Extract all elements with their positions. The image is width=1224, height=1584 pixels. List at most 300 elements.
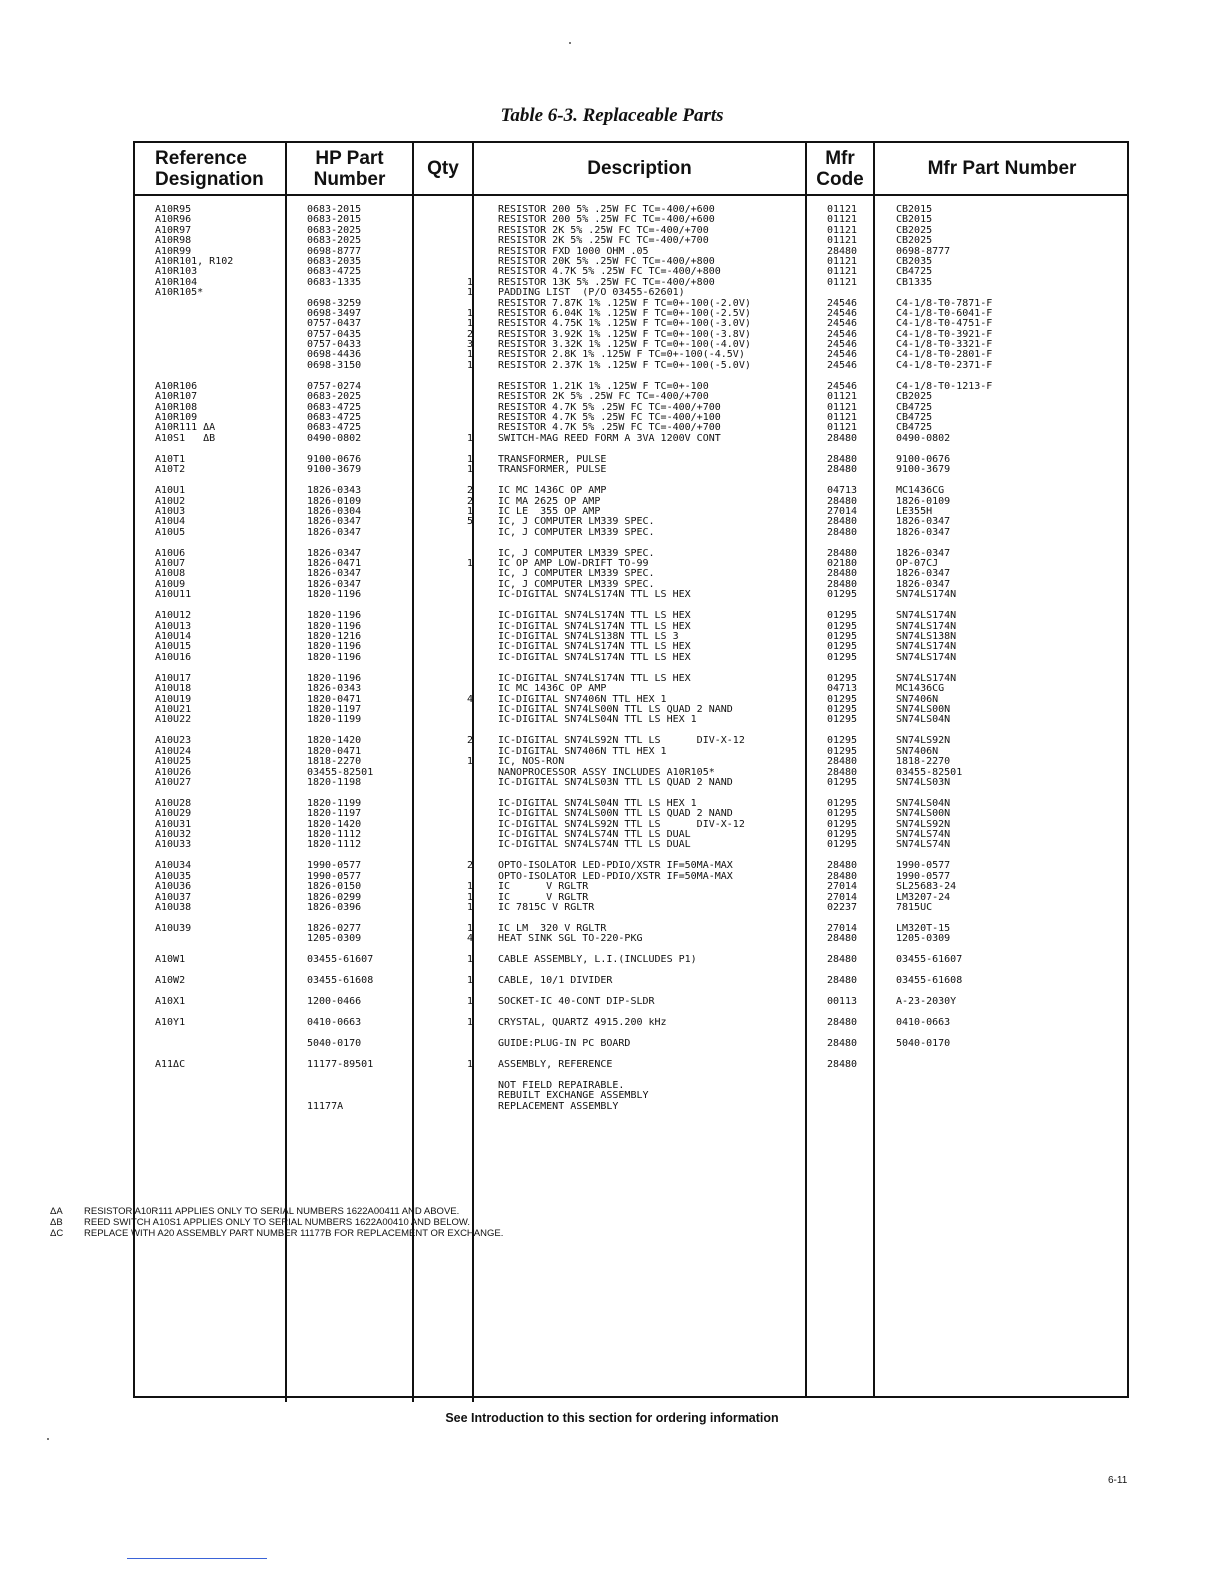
cell-mfr-code: 28480 [826, 767, 858, 778]
cell-ref-designation: A10U25 [155, 757, 192, 768]
cell-hp-part-number: 0683-2015 [307, 215, 362, 226]
cell-hp-part-number: 0683-4725 [307, 423, 362, 434]
header-qty: Qty [427, 158, 459, 179]
cell-hp-part-number: 0683-2025 [307, 392, 362, 403]
cell-mfr-code: 28480 [826, 955, 858, 966]
cell-ref-designation: A10U13 [155, 621, 192, 632]
cell-description: PADDING LIST (P/O 03455-62601) [498, 288, 685, 299]
cell-qty: 1 [466, 1018, 473, 1029]
cell-mfr-code: 01295 [826, 694, 858, 705]
cell-hp-part-number: 1826-0343 [307, 684, 362, 695]
table-row [135, 976, 1127, 986]
cell-hp-part-number: 1826-0471 [307, 559, 362, 570]
cell-mfr-part-number: SN74LS03N [896, 777, 951, 788]
cell-ref-designation: A10U12 [155, 611, 192, 622]
cell-description: RESISTOR 1.21K 1% .125W F TC=0+-100 [498, 381, 709, 392]
table-row [135, 434, 1127, 444]
cell-ref-designation: A10R98 [155, 236, 192, 247]
cell-hp-part-number: 1820-1196 [307, 621, 362, 632]
table-row [135, 1018, 1127, 1028]
cell-mfr-code: 01121 [826, 225, 858, 236]
cell-mfr-part-number: 03455-61607 [896, 955, 963, 966]
cell-mfr-part-number: LM3207-24 [896, 892, 951, 903]
table-row [135, 799, 1127, 809]
table-row [135, 403, 1127, 413]
table-row [135, 1071, 1127, 1081]
cell-description: IC, NOS-RON [498, 757, 565, 768]
cell-hp-part-number: 1200-0466 [307, 997, 362, 1008]
table-row [135, 330, 1127, 340]
cell-ref-designation: A10X1 [155, 997, 186, 1008]
cell-hp-part-number: 0683-4725 [307, 402, 362, 413]
cell-mfr-part-number: SN7406N [896, 694, 939, 705]
cell-hp-part-number: 1826-0299 [307, 892, 362, 903]
cell-ref-designation: A10U28 [155, 798, 192, 809]
cell-mfr-code: 01295 [826, 809, 858, 820]
cell-mfr-code: 28480 [826, 934, 858, 945]
cell-mfr-part-number: MC1436CG [896, 486, 945, 497]
table-row [135, 247, 1127, 257]
cell-qty: 1 [466, 288, 473, 299]
cell-mfr-part-number: CB1335 [896, 277, 933, 288]
cell-description: IC-DIGITAL SN7406N TTL HEX 1 [498, 694, 667, 705]
cell-mfr-part-number: C4-1/8-T0-4751-F [896, 319, 993, 330]
cell-mfr-code: 24546 [826, 381, 858, 392]
cell-hp-part-number: 1820-1196 [307, 590, 362, 601]
cell-ref-designation: A10U23 [155, 736, 192, 747]
cell-description: RESISTOR 2.37K 1% .125W F TC=0+-100(-5.0V) [498, 360, 751, 371]
row-group [135, 799, 1127, 851]
cell-qty: 1 [466, 882, 473, 893]
cell-mfr-part-number: 0410-0663 [896, 1018, 951, 1029]
cell-mfr-part-number: SN7406N [896, 746, 939, 757]
cell-qty: 1 [466, 433, 473, 444]
cell-hp-part-number: 1826-0347 [307, 569, 362, 580]
scan-speck [47, 1438, 49, 1440]
table-row [135, 350, 1127, 360]
cell-description: GUIDE:PLUG-IN PC BOARD [498, 1039, 631, 1050]
cell-mfr-part-number: SN74LS174N [896, 611, 957, 622]
cell-description: IC-DIGITAL SN74LS92N TTL LS DIV-X-12 [498, 819, 745, 830]
table-row [135, 736, 1127, 746]
cell-mfr-code: 27014 [826, 892, 858, 903]
cell-ref-designation: A10U31 [155, 819, 192, 830]
cell-description: RESISTOR 2.8K 1% .125W F TC=0+-100(-4.5V) [498, 350, 745, 361]
cell-mfr-part-number: SN74LS00N [896, 704, 951, 715]
cell-description: IC-DIGITAL SN74LS74N TTL LS DUAL [498, 830, 691, 841]
cell-mfr-code: 01295 [826, 746, 858, 757]
table-row [135, 997, 1127, 1007]
cell-description: IC-DIGITAL SN74LS174N TTL LS HEX [498, 642, 691, 653]
cell-mfr-code: 01295 [826, 621, 858, 632]
cell-ref-designation: A10U34 [155, 861, 192, 872]
table-row [135, 903, 1127, 913]
table-row [135, 1102, 1127, 1112]
cell-qty: 1 [466, 955, 473, 966]
table-row [135, 830, 1127, 840]
table-row [135, 580, 1127, 590]
table-row [135, 569, 1127, 579]
cell-hp-part-number: 1820-1420 [307, 819, 362, 830]
cell-ref-designation: A10R101, R102 [155, 256, 234, 267]
cell-description: IC-DIGITAL SN7406N TTL HEX 1 [498, 746, 667, 757]
cell-mfr-code: 28480 [826, 454, 858, 465]
row-group [135, 997, 1127, 1007]
cell-ref-designation: A10R108 [155, 402, 198, 413]
cell-qty: 1 [466, 1060, 473, 1071]
cell-hp-part-number: 1820-1420 [307, 736, 362, 747]
table-row [135, 924, 1127, 934]
cell-description: IC-DIGITAL SN74LS04N TTL LS HEX 1 [498, 715, 697, 726]
row-group [135, 1060, 1127, 1112]
cell-mfr-part-number: C4-1/8-T0-2801-F [896, 350, 993, 361]
cell-mfr-code: 28480 [826, 976, 858, 987]
cell-description: IC, J COMPUTER LM339 SPEC. [498, 517, 655, 528]
table-row [135, 872, 1127, 882]
table-row [135, 507, 1127, 517]
cell-mfr-code: 01121 [826, 277, 858, 288]
row-group [135, 205, 1127, 371]
cell-ref-designation: A11ΔC [155, 1060, 186, 1071]
cell-mfr-part-number: SN74LS138N [896, 632, 957, 643]
table-row [135, 747, 1127, 757]
cell-ref-designation: A10T2 [155, 465, 186, 476]
cell-qty: 1 [466, 976, 473, 987]
cell-mfr-part-number: CB4725 [896, 423, 933, 434]
cell-ref-designation: A10U18 [155, 684, 192, 695]
cell-ref-designation: A10U32 [155, 830, 192, 841]
cell-mfr-code: 27014 [826, 882, 858, 893]
cell-mfr-code: 01295 [826, 819, 858, 830]
cell-mfr-part-number: SN74LS174N [896, 652, 957, 663]
cell-description: HEAT SINK SGL TO-220-PKG [498, 934, 643, 945]
table-row [135, 392, 1127, 402]
cell-mfr-code: 01295 [826, 830, 858, 841]
cell-mfr-part-number: SN74LS92N [896, 736, 951, 747]
cell-hp-part-number: 1820-1197 [307, 704, 362, 715]
cell-description: NANOPROCESSOR ASSY INCLUDES A10R105* [498, 767, 715, 778]
table-row [135, 497, 1127, 507]
cell-mfr-code: 02237 [826, 903, 858, 913]
cell-ref-designation: A10Y1 [155, 1018, 186, 1029]
cell-hp-part-number: 1820-1196 [307, 611, 362, 622]
cell-hp-part-number: 03455-61608 [307, 976, 374, 987]
cell-mfr-code: 04713 [826, 486, 858, 497]
cell-ref-designation: A10U38 [155, 903, 192, 913]
table-body [135, 205, 1127, 1123]
cell-description: IC MC 1436C OP AMP [498, 486, 607, 497]
table-row [135, 361, 1127, 371]
cell-hp-part-number: 1820-1198 [307, 777, 362, 788]
cell-hp-part-number: 1826-0347 [307, 579, 362, 590]
cell-qty: 1 [466, 559, 473, 570]
header-description: Description [587, 158, 692, 179]
cell-hp-part-number: 1820-1112 [307, 830, 362, 841]
cell-mfr-code: 02180 [826, 559, 858, 570]
cell-mfr-part-number: SN74LS174N [896, 673, 957, 684]
row-group [135, 382, 1127, 444]
cell-mfr-part-number: 7815UC [896, 903, 933, 913]
cell-ref-designation: A10U7 [155, 559, 186, 570]
cell-mfr-code: 28480 [826, 1039, 858, 1050]
table-row [135, 517, 1127, 527]
cell-mfr-code: 24546 [826, 340, 858, 351]
cell-ref-designation: A10U1 [155, 486, 186, 497]
cell-mfr-part-number: 9100-0676 [896, 454, 951, 465]
cell-mfr-code: 24546 [826, 329, 858, 340]
cell-mfr-part-number: CB2015 [896, 215, 933, 226]
cell-mfr-code: 28480 [826, 517, 858, 528]
footnote-mark: ΔC [50, 1228, 64, 1239]
cell-hp-part-number: 0757-0433 [307, 340, 362, 351]
cell-hp-part-number: 0698-8777 [307, 246, 362, 257]
cell-qty: 4 [466, 934, 473, 945]
cell-description: RESISTOR 4.7K 5% .25W FC TC=-400/+800 [498, 267, 721, 278]
cell-mfr-part-number: SN74LS74N [896, 840, 951, 851]
cell-description: IC MA 2625 OP AMP [498, 496, 601, 507]
cell-description: RESISTOR 3.32K 1% .125W F TC=0+-100(-4.0V) [498, 340, 751, 351]
cell-qty: 1 [466, 923, 473, 934]
cell-mfr-part-number: 03455-82501 [896, 767, 963, 778]
cell-mfr-code: 01295 [826, 840, 858, 851]
cell-qty: 2 [466, 329, 473, 340]
cell-mfr-part-number: CB2025 [896, 236, 933, 247]
cell-mfr-code: 01121 [826, 236, 858, 247]
table-row [135, 611, 1127, 621]
header-mfr-part-number: Mfr Part Number [927, 158, 1077, 179]
footnote [50, 1217, 503, 1228]
table-row [135, 893, 1127, 903]
table-row [135, 486, 1127, 496]
cell-mfr-code: 04713 [826, 684, 858, 695]
table-row [135, 549, 1127, 559]
table-row [135, 684, 1127, 694]
cell-mfr-part-number: C4-1/8-T0-2371-F [896, 360, 993, 371]
cell-description: RESISTOR 200 5% .25W FC TC=-400/+600 [498, 215, 715, 226]
table-row [135, 642, 1127, 652]
cell-description: CABLE ASSEMBLY, L.I.(INCLUDES P1) [498, 955, 697, 966]
cell-mfr-part-number: 1826-0347 [896, 569, 951, 580]
table-row [135, 674, 1127, 684]
cell-mfr-part-number: 1826-0109 [896, 496, 951, 507]
cell-hp-part-number: 1820-1196 [307, 652, 362, 663]
table-row [135, 955, 1127, 965]
cell-hp-part-number: 1818-2270 [307, 757, 362, 768]
cell-mfr-part-number: CB4725 [896, 402, 933, 413]
cell-description: TRANSFORMER, PULSE [498, 465, 607, 476]
cell-qty: 5 [466, 517, 473, 528]
cell-mfr-part-number: CB2035 [896, 256, 933, 267]
cell-qty: 1 [466, 506, 473, 517]
cell-ref-designation: A10U4 [155, 517, 186, 528]
cell-mfr-part-number: 0490-0802 [896, 433, 951, 444]
cell-mfr-code: 01121 [826, 215, 858, 226]
table-row [135, 934, 1127, 944]
table-row [135, 465, 1127, 475]
cell-description: IC, J COMPUTER LM339 SPEC. [498, 548, 655, 559]
cell-ref-designation: A10W1 [155, 955, 186, 966]
cell-mfr-code: 28480 [826, 246, 858, 257]
cell-mfr-code: 01121 [826, 423, 858, 434]
cell-hp-part-number: 0698-4436 [307, 350, 362, 361]
cell-ref-designation: A10U24 [155, 746, 192, 757]
cell-ref-designation: A10U19 [155, 694, 192, 705]
cell-ref-designation: A10R105* [155, 288, 204, 299]
cell-description: RESISTOR 4.7K 5% .25W FC TC=-400/+700 [498, 423, 721, 434]
cell-mfr-part-number: SN74LS174N [896, 642, 957, 653]
cell-ref-designation: A10U29 [155, 809, 192, 820]
cell-mfr-code: 01295 [826, 611, 858, 622]
cell-hp-part-number: 1820-1112 [307, 840, 362, 851]
cell-hp-part-number: 0683-2015 [307, 205, 362, 215]
cell-hp-part-number: 1820-1199 [307, 798, 362, 809]
row-group [135, 674, 1127, 726]
row-group [135, 861, 1127, 913]
table-row [135, 1091, 1127, 1101]
cell-hp-part-number: 0683-2035 [307, 256, 362, 267]
cell-hp-part-number: 1820-0471 [307, 694, 362, 705]
table-row [135, 226, 1127, 236]
table-row [135, 236, 1127, 246]
cell-hp-part-number: 0757-0437 [307, 319, 362, 330]
cell-description: RESISTOR 4.7K 5% .25W FC TC=-400/+700 [498, 402, 721, 413]
table-row [135, 299, 1127, 309]
cell-description: IC V RGLTR [498, 882, 589, 893]
cell-hp-part-number: 1826-0343 [307, 486, 362, 497]
cell-mfr-code: 28480 [826, 433, 858, 444]
row-group [135, 1018, 1127, 1028]
cell-hp-part-number: 03455-82501 [307, 767, 374, 778]
cell-qty: 2 [466, 496, 473, 507]
cell-mfr-part-number: 1826-0347 [896, 579, 951, 590]
cell-qty: 1 [466, 892, 473, 903]
row-group [135, 486, 1127, 538]
cell-hp-part-number: 1990-0577 [307, 871, 362, 882]
table-row [135, 278, 1127, 288]
cell-qty: 2 [466, 861, 473, 872]
cell-description: RESISTOR 7.87K 1% .125W F TC=0+-100(-2.0V) [498, 298, 751, 309]
cell-ref-designation: A10R104 [155, 277, 198, 288]
cell-description: IC OP AMP LOW-DRIFT TO-99 [498, 559, 649, 570]
cell-mfr-part-number: 1826-0347 [896, 527, 951, 538]
table-row [135, 267, 1127, 277]
cell-mfr-code: 24546 [826, 350, 858, 361]
cell-ref-designation: A10W2 [155, 976, 186, 987]
cell-mfr-code: 27014 [826, 506, 858, 517]
cell-mfr-code: 27014 [826, 923, 858, 934]
cell-ref-designation: A10U5 [155, 527, 186, 538]
cell-mfr-part-number: C4-1/8-T0-7871-F [896, 298, 993, 309]
cell-description: IC MC 1436C OP AMP [498, 684, 607, 695]
cell-hp-part-number: 11177-89501 [307, 1060, 374, 1071]
cell-hp-part-number: 9100-0676 [307, 454, 362, 465]
cell-hp-part-number: 0683-4725 [307, 413, 362, 424]
cell-mfr-code: 28480 [826, 527, 858, 538]
cell-mfr-part-number: LE355H [896, 506, 933, 517]
cell-mfr-code: 01295 [826, 704, 858, 715]
cell-hp-part-number: 1820-0471 [307, 746, 362, 757]
cell-description: IC-DIGITAL SN74LS174N TTL LS HEX [498, 652, 691, 663]
cell-mfr-part-number: SN74LS174N [896, 590, 957, 601]
cell-hp-part-number: 0757-0435 [307, 329, 362, 340]
cell-description: IC-DIGITAL SN74LS00N TTL LS QUAD 2 NAND [498, 809, 733, 820]
table-row [135, 309, 1127, 319]
cell-qty: 1 [466, 997, 473, 1008]
page-number: 6-11 [1108, 1475, 1128, 1486]
cell-mfr-part-number: CB4725 [896, 413, 933, 424]
table-row [135, 632, 1127, 642]
cell-mfr-part-number: C4-1/8-T0-3921-F [896, 329, 993, 340]
table-title: Table 6-3. Replaceable Parts [500, 105, 724, 126]
cell-ref-designation: A10U36 [155, 882, 192, 893]
cell-ref-designation: A10S1 ΔB [155, 433, 216, 444]
cell-description: IC-DIGITAL SN74LS74N TTL LS DUAL [498, 840, 691, 851]
table-row [135, 319, 1127, 329]
cell-hp-part-number: 1826-0347 [307, 527, 362, 538]
row-group [135, 736, 1127, 788]
cell-qty: 4 [466, 694, 473, 705]
cell-description: IC, J COMPUTER LM339 SPEC. [498, 579, 655, 590]
cell-description: ASSEMBLY, REFERENCE [498, 1060, 613, 1071]
footnote-mark: ΔA [50, 1206, 63, 1217]
cell-description: IC-DIGITAL SN74LS174N TTL LS HEX [498, 590, 691, 601]
cell-description: REPLACEMENT ASSEMBLY [498, 1101, 619, 1112]
cell-hp-part-number: 11177A [307, 1101, 344, 1112]
table-row [135, 715, 1127, 725]
bottom-rule [127, 1558, 267, 1559]
cell-description: REBUILT EXCHANGE ASSEMBLY [498, 1091, 649, 1102]
cell-mfr-code: 01121 [826, 392, 858, 403]
cell-mfr-code: 01121 [826, 205, 858, 215]
cell-mfr-code: 28480 [826, 569, 858, 580]
cell-description: RESISTOR 2K 5% .25W FC TC=-400/+700 [498, 225, 709, 236]
table-row [135, 455, 1127, 465]
table-row [135, 622, 1127, 632]
footnote-text: REPLACE WITH A20 ASSEMBLY PART NUMBER 11177B FOR REPLACEMENT OR EXCHANGE. [84, 1228, 504, 1239]
cell-ref-designation: A10U37 [155, 892, 192, 903]
cell-mfr-code: 01295 [826, 652, 858, 663]
cell-hp-part-number: 03455-61607 [307, 955, 374, 966]
cell-mfr-part-number: SL25683-24 [896, 882, 957, 893]
cell-hp-part-number: 0683-2025 [307, 236, 362, 247]
cell-mfr-part-number: LM320T-15 [896, 923, 951, 934]
cell-qty: 2 [466, 736, 473, 747]
table-row [135, 861, 1127, 871]
cell-mfr-code: 28480 [826, 1018, 858, 1029]
row-group [135, 976, 1127, 986]
cell-hp-part-number: 1820-1196 [307, 642, 362, 653]
footnote-mark: ΔB [50, 1217, 63, 1228]
cell-ref-designation: A10U22 [155, 715, 192, 726]
cell-description: RESISTOR 3.92K 1% .125W F TC=0+-100(-3.8V) [498, 329, 751, 340]
cell-hp-part-number: 1826-0109 [307, 496, 362, 507]
cell-mfr-code: 01121 [826, 267, 858, 278]
cell-hp-part-number: 1826-0277 [307, 923, 362, 934]
table-footnotes [50, 1206, 503, 1239]
cell-description: IC-DIGITAL SN74LS92N TTL LS DIV-X-12 [498, 736, 745, 747]
cell-description: RESISTOR 4.75K 1% .125W F TC=0+-100(-3.0V) [498, 319, 751, 330]
cell-description: CRYSTAL, QUARTZ 4915.200 kHz [498, 1018, 667, 1029]
row-group [135, 924, 1127, 945]
footnote-text: REED SWITCH A10S1 APPLIES ONLY TO SERIAL NUMBERS 1622A00410 AND BELOW. [84, 1217, 470, 1228]
cell-description: IC-DIGITAL SN74LS174N TTL LS HEX [498, 673, 691, 684]
cell-hp-part-number: 1990-0577 [307, 861, 362, 872]
cell-mfr-code: 01295 [826, 673, 858, 684]
cell-qty: 1 [466, 903, 473, 913]
cell-qty: 1 [466, 308, 473, 319]
table-row [135, 382, 1127, 392]
table-row [135, 840, 1127, 850]
